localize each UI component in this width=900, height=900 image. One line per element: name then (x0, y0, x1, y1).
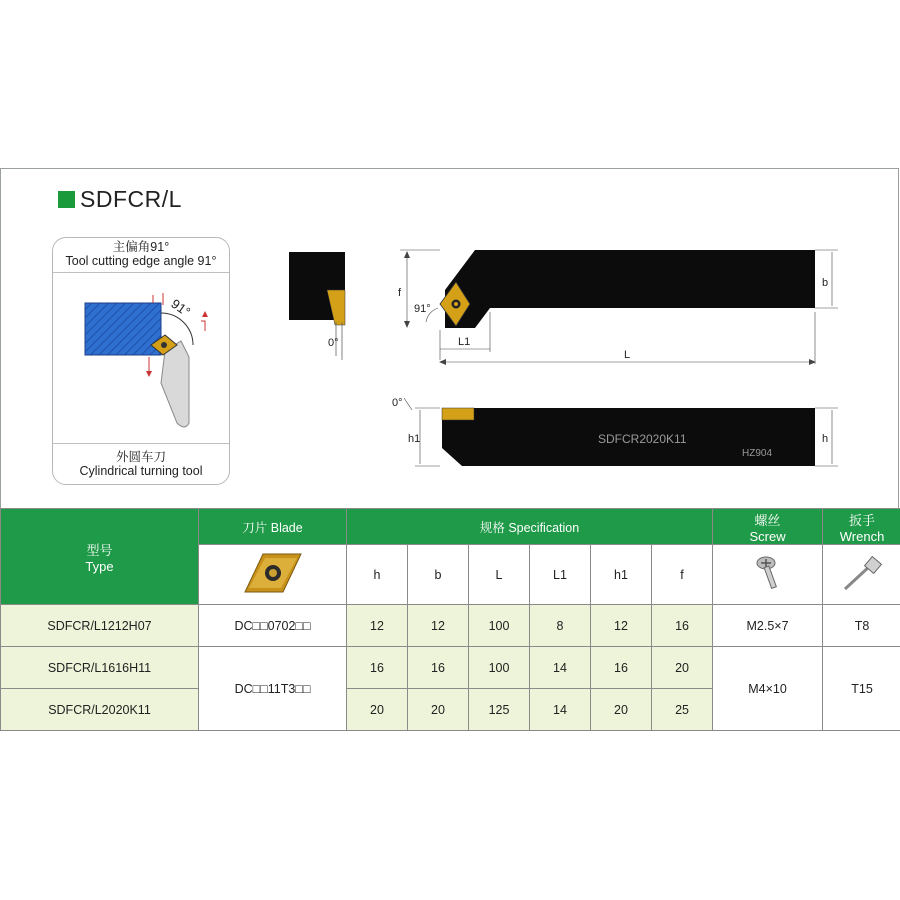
value-cell: 125 (469, 689, 530, 731)
value-cell: 16 (347, 647, 408, 689)
screw-cell: M2.5×7 (713, 605, 823, 647)
col-L1: L1 (530, 545, 591, 605)
top-view (398, 250, 838, 365)
table-row (1, 605, 900, 647)
blade-header: 刀片 Blade (199, 509, 347, 545)
tool-caption-cn: 外圆车刀 (115, 450, 166, 464)
dim-f-label: f (398, 287, 402, 299)
type-header-en: Type (85, 558, 114, 574)
wrench-header-cn: 扳手 (849, 512, 876, 528)
screw-image-cell (713, 545, 823, 605)
wrench-icon (837, 551, 887, 595)
side-view-angle-label: 0° (392, 397, 403, 409)
value-cell: 16 (408, 647, 469, 689)
value-cell: 16 (652, 605, 713, 647)
table-row (1, 647, 900, 689)
type-cell: SDFCR/L1212H07 (1, 605, 199, 647)
value-cell: 20 (347, 689, 408, 731)
type-cell: SDFCR/L2020K11 (1, 689, 199, 731)
brand-marking: HZ904 (742, 448, 773, 459)
screw-header-en: Screw (749, 528, 786, 544)
value-cell: 14 (530, 647, 591, 689)
col-b: b (408, 545, 469, 605)
dim-b-label: b (822, 277, 829, 289)
angle-caption-en: Tool cutting edge angle 91° (65, 254, 217, 268)
value-cell: 25 (652, 689, 713, 731)
end-view-angle-label: 0° (328, 337, 339, 349)
product-title: SDFCR/L (80, 186, 182, 212)
col-h1: h1 (591, 545, 652, 605)
value-cell: 12 (347, 605, 408, 647)
value-cell: 14 (530, 689, 591, 731)
value-cell: 16 (591, 647, 652, 689)
value-cell: 12 (408, 605, 469, 647)
screw-cell: M4×10 (713, 647, 823, 731)
value-cell: 20 (652, 647, 713, 689)
value-cell: 20 (591, 689, 652, 731)
screw-header (713, 509, 823, 545)
col-h: h (347, 545, 408, 605)
value-cell: 8 (530, 605, 591, 647)
corner-angle-label: 91° (414, 303, 431, 315)
value-cell: 20 (408, 689, 469, 731)
value-cell: 100 (469, 647, 530, 689)
type-header-cn: 型号 (86, 542, 113, 558)
insert-icon (233, 548, 313, 598)
value-cell: 100 (469, 605, 530, 647)
end-view (289, 252, 345, 360)
wrench-cell: T15 (823, 647, 900, 731)
angle-91-mark: 91° (168, 295, 194, 320)
angle-caption-cn: 主偏角91° (112, 240, 170, 254)
blade-cell: DC□□0702□□ (199, 605, 347, 647)
col-L: L (469, 545, 530, 605)
col-f: f (652, 545, 713, 605)
value-cell: 12 (591, 605, 652, 647)
blade-cell: DC□□11T3□□ (199, 647, 347, 731)
side-view (392, 397, 838, 466)
screw-icon (748, 551, 788, 595)
dim-h1-label: h1 (408, 433, 421, 445)
wrench-cell: T8 (823, 605, 900, 647)
spec-header: 规格 Specification (347, 509, 713, 545)
wrench-header (823, 509, 900, 545)
tool-caption-en: Cylindrical turning tool (79, 464, 203, 478)
shank-marking: SDFCR2020K11 (598, 432, 687, 446)
specification-table (0, 508, 900, 731)
dim-l-label: L (624, 349, 631, 361)
wrench-image-cell (823, 545, 900, 605)
screw-header-cn: 螺丝 (754, 512, 781, 528)
wrench-header-en: Wrench (839, 528, 885, 544)
blade-image-cell (199, 545, 347, 605)
type-cell: SDFCR/L1616H11 (1, 647, 199, 689)
dim-h-label: h (822, 433, 829, 445)
dim-l1-label: L1 (458, 336, 471, 348)
type-header (1, 509, 199, 605)
